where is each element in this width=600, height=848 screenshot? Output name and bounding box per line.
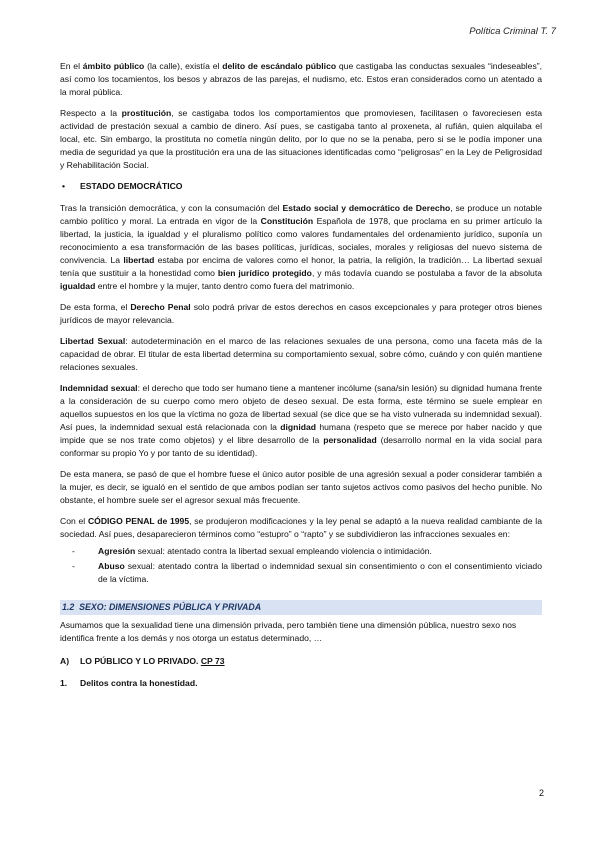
text-run: sexual: atentado contra la libertad o indemnidad sexual sin consentimiento o con el consentimiento viciado de la víctima. <box>98 561 542 584</box>
section-heading <box>60 600 542 615</box>
cp-reference: CP 73 <box>200 656 225 666</box>
bold-term: Constitución <box>260 216 314 226</box>
text-run: De esta forma, el <box>60 302 131 312</box>
text-run: solo podrá privar de estos derechos en casos excepcionales y para proteger otros bienes jurídicos de mayor relevancia. <box>60 302 542 325</box>
text-run: Asumamos que la sexualidad tiene una dimensión privada, pero también tiene una dimensión pública, nuestro sexo nos identifica frente a los demás y nos otorga un estatus determinado, … <box>60 620 517 643</box>
infracciones-list <box>60 545 542 586</box>
text-run: Con el <box>60 516 88 526</box>
bold-term: dignidad <box>280 422 317 432</box>
text-run: : el derecho que todo ser humano tiene a mantener incólume (sana/sin lesión) su dignidad humana frente a la consideración de su cuerpo como mero objeto de deseo sexual. De esta forma, este término se suele emplear en aquellos supuestos en los que la víctima no goza de libertad sexual (se dice que se ha visto vulnerada su indemnidad sexual). Así pues, la indemnidad sexual está relacionada con la <box>60 383 542 432</box>
bold-term: libertad <box>123 255 155 265</box>
text-run: Tras la transición democrática, y con la consumación del <box>60 203 283 213</box>
paragraph-prostitucion <box>60 107 542 172</box>
paragraph-dimensiones <box>60 619 542 645</box>
text-run: entre el hombre y la mujer, tanto dentro como fuera del matrimonio. <box>95 281 355 291</box>
bullet-heading-estado-democratico <box>60 180 542 193</box>
bold-term: Libertad Sexual <box>60 336 126 346</box>
paragraph-indemnidad-sexual <box>60 382 542 460</box>
text-run: En el <box>60 61 83 71</box>
list-item <box>72 545 542 558</box>
bold-term: ámbito público <box>82 61 145 71</box>
text-run: De esta manera, se pasó de que el hombre fuese el único autor posible de una agresión sexual a poder considerar también a la mujer, es decir, se igualó en el sentido de que ambos podían ser tanto sujetos activos como pasivos del hecho punible. No obstante, el hombre suele ser el agresor sexual más frecuente. <box>60 469 542 505</box>
text-run: que castigaba las conductas sexuales “indeseables”, así como los tocamientos, los besos y abrazos de las parejas, el nudismo, etc. Estos eran considerados como un atentado a la moral pública. <box>60 61 542 97</box>
paragraph-derecho-penal <box>60 301 542 327</box>
text-run: sexual: atentado contra la libertad sexual empleando violencia o intimidación. <box>135 546 432 556</box>
bold-term: igualdad <box>60 281 96 291</box>
bullet-icon: • <box>62 181 66 191</box>
text-run: , se castigaba todos los comportamientos que promoviesen, facilitasen o favoreciesen esta actividad de prestación sexual a cambio de dinero. Así pues, se castigaba tanto al proxeneta, al rufián, quien alquilaba el local, etc. Sin embargo, la prostituta no cometía ningún delito, por lo que no se la penaba, pero si se le podía imponer una media de seguridad ya que la prostitución era una de las situaciones identificadas como “peligrosas” en la Ley de Peligrosidad y Rehabilitación Social. <box>60 108 543 170</box>
bold-term: CÓDIGO PENAL de 1995 <box>87 516 190 526</box>
paragraph-codigo-penal <box>60 515 542 541</box>
text-run: estaba por encima de valores como el honor, la patria, la religión, la tradición… La libertad sexual tenía que sustituir a la honestidad como <box>60 255 542 278</box>
paragraph-agresor <box>60 468 542 507</box>
bold-term: Derecho Penal <box>130 302 191 312</box>
running-header: Política Criminal T. 7 <box>469 26 556 37</box>
dash-bullet: - <box>72 561 75 571</box>
subheading-publico-privado <box>60 655 542 668</box>
bold-term: personalidad <box>323 435 377 445</box>
text-run: , se produce un notable cambio político y moral. La entrada en vigor de la <box>60 203 543 226</box>
text-run: Española de 1978, que proclama en su primer artículo la libertad, la justicia, la igualdad y el pluralismo político como valores fundamentales del ordenamiento jurídico, suponía un reconocimiento a esa transformación de las bases políticas, jurídicas, sociales, morales y religiosas del nuevo sistema de convivencia. La <box>60 216 542 265</box>
text-run: humana (respeto que se merece por haber nacido y que impide que se nos trate como objetos) y el libre desarrollo de la <box>60 422 542 445</box>
bold-term: Agresión <box>98 546 136 556</box>
bold-term: Indemnidad sexual <box>60 383 138 393</box>
list-item <box>72 560 542 586</box>
dash-bullet: - <box>72 546 75 556</box>
subheading-delitos-honestidad <box>60 677 542 690</box>
text-run: Respecto a la <box>60 108 122 118</box>
subheading-label: A) <box>60 656 70 666</box>
bold-term: Abuso <box>98 561 125 571</box>
paragraph-ambito-publico <box>60 60 542 99</box>
page-number: 2 <box>538 788 544 798</box>
heading-text: ESTADO DEMOCRÁTICO <box>80 181 183 191</box>
paragraph-libertad-sexual <box>60 335 542 374</box>
text-run: , y más todavía cuando se postulaba a favor de la absoluta <box>311 268 542 278</box>
section-title: SEXO: DIMENSIONES PÚBLICA Y PRIVADA <box>79 602 262 612</box>
page-content <box>60 60 542 690</box>
bold-term: prostitución <box>121 108 172 118</box>
text-run: , se produjeron modificaciones y la ley penal se adaptó a la nueva realidad cambiante de la sociedad. Así pues, desaparecieron términos como “estupro” o “rapto” y se subdividieron las infracciones sexuales en: <box>60 516 542 539</box>
subheading-text: LO PÚBLICO Y LO PRIVADO. <box>80 656 201 666</box>
text-run: (desarrollo normal en la vida social para conformar su propio Yo y por tanto de su identidad). <box>60 435 542 458</box>
bold-term: Estado social y democrático de Derecho <box>282 203 451 213</box>
paragraph-transicion <box>60 202 542 293</box>
section-number: 1.2 <box>62 602 75 612</box>
text-run: : autodeterminación en el marco de las relaciones sexuales de una persona, como una faceta más de la capacidad de obrar. El titular de esta libertad determina su comportamiento sexual, sobre cómo, cuándo y con quién mantiene relaciones sexuales. <box>60 336 542 372</box>
bold-term: bien jurídico protegido <box>217 268 312 278</box>
subheading-text: Delitos contra la honestidad. <box>80 678 198 688</box>
subheading-label: 1. <box>60 678 68 688</box>
text-run: (la calle), existía el <box>144 61 223 71</box>
bold-term: delito de escándalo público <box>222 61 337 71</box>
